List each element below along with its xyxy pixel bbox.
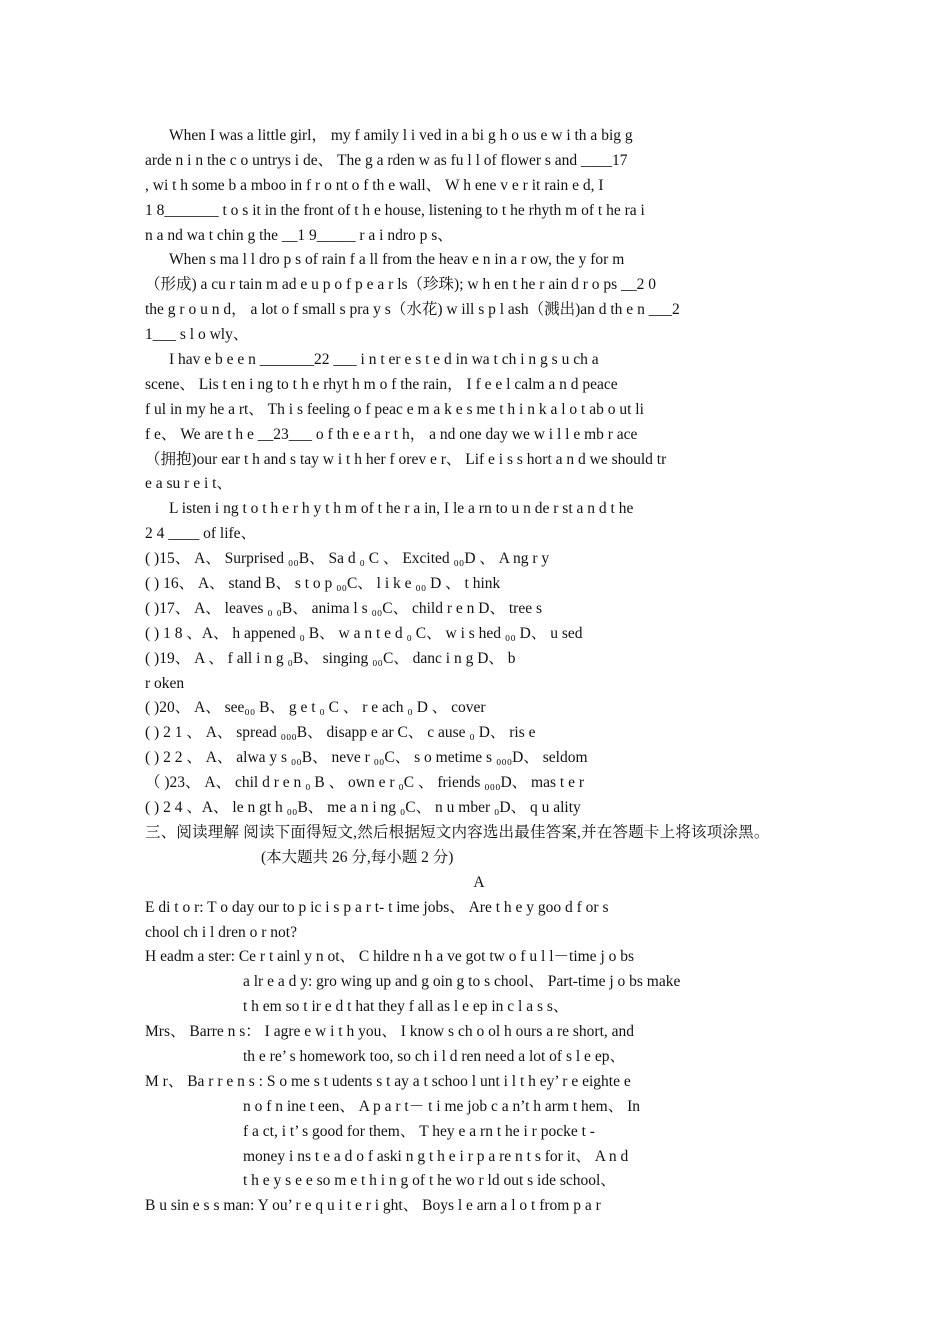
passage-line: f e、 We are t h e __23___ o f th e e a r t h， a nd one day we w i l l e mb r ace <box>145 425 638 443</box>
reading-dialogue <box>145 896 813 1220</box>
passage-line: 1 8_______ t o s it in the front of t h e house, listening to t he rhyth m of t he ra i <box>145 201 645 219</box>
passage-line: f ul in my he a rt、 Th i s feeling o f peac e m a k e s me t h i n k a l o t ab o ut li <box>145 400 644 418</box>
dialogue-line: n o f n ine t een、 A p a r t－ t i me job c a n’t h arm t hem、 In <box>243 1097 641 1115</box>
dialogue-line: chool ch i l dren o r not? <box>145 923 297 941</box>
passage-line: When s ma l l dro p s of rain f a ll from the heav e n in a r ow, the y for m <box>169 251 625 269</box>
question-item: ( )15、 A、 Surprised ₀₀B、 Sa d ₀ C 、 Excited ₀₀D 、 A ng r y <box>145 550 550 568</box>
passage-line: I hav e b e e n _______22 ___ i n t er e s t e d in wa t ch i n g s u ch a <box>169 351 599 369</box>
question-item: ( ) 2 1 、 A、 spread ₀₀₀B、 disapp e ar C、 c ause ₀ D、 ris e <box>145 724 536 742</box>
passage-label: A <box>473 873 485 891</box>
passage-line: When I was a little girl， my f amily l i ved in a bi g h o us e w i th a big g <box>169 127 633 144</box>
dialogue-line: E di t o r: T o day our to p ic i s p a r t- t ime jobs、 Are t h e y goo d f or s <box>145 898 609 916</box>
question-item: ( ) 2 2 、 A、 alwa y s ₀₀B、 neve r ₀₀C、 s o metime s ₀₀₀D、 seldom <box>145 749 588 767</box>
dialogue-line: th e re’ s homework too, so ch i l d ren need a lot of s l e ep、 <box>243 1047 625 1065</box>
question-item: （ )23、 A、 chil d r e n ₀ B 、 own e r ₀C 、 friends ₀₀₀D、 mas t e r <box>145 774 584 792</box>
question-item: ( ) 2 4 、A、 le n gt h ₀₀B、 me a n i ng ₀C、 n u mber ₀D、 q u ality <box>145 799 581 817</box>
passage-line: , wi t h some b a mboo in f r o nt o f th e wall、 W h ene v e r it rain e d, I <box>145 176 604 194</box>
dialogue-line: H eadm a ster: Ce r t ainl y n ot、 C hildre n h a ve got tw o f u l l－time j o bs <box>145 948 635 966</box>
passage-line: 1___ s l o wly、 <box>145 326 249 344</box>
dialogue-line: f a ct, i t’ s good for them、 T hey e a rn t he i r pocke t - <box>243 1122 595 1140</box>
question-item: ( )20、 A、 see₀₀ B、 g e t ₀ C 、 r e ach ₀ D 、 cover <box>145 699 486 717</box>
passage-line: scene、 Lis t en i ng to t h e rhyt h m o f the rain， I f e e l calm a n d peace <box>145 375 618 393</box>
passage-line: n a nd wa t chin g the __1 9_____ r a i ndro p s、 <box>145 226 453 244</box>
passage-line: 2 4 ____ of life、 <box>145 525 257 543</box>
question-item: r oken <box>145 674 185 692</box>
dialogue-line: t h em so t ir e d t hat they f all as l e ep in c l a s s、 <box>243 998 569 1016</box>
dialogue-line: a lr e a d y: gro wing up and g oin g to s chool、 Part-time j o bs make <box>243 973 681 991</box>
question-item: ( )19、 A 、 f all i n g ₀B、 singing ₀₀C、 danc i n g D、 b <box>145 649 516 667</box>
document-page <box>145 124 813 1219</box>
passage-line: the g r o u n d， a lot o f small s pra y s（水花) w ill s p l ash（溅出)an d th e n ___2 <box>145 301 680 319</box>
passage-line: arde n i n the c o untrys i de、 The g a rden w as fu l l of flower s and ____17 <box>145 151 628 169</box>
question-list <box>145 547 813 821</box>
cloze-passage <box>145 124 813 547</box>
dialogue-line: M r、 Ba r r e n s : S o me s t udents s t ay a t schoo l unt i l t h ey’ r e eighte e <box>145 1072 631 1090</box>
question-item: ( ) 16、 A、 stand B、 s t o p ₀₀C、 l i k e ₀₀ D 、 t hink <box>145 575 501 593</box>
dialogue-line: t h e y s e e so m e t h i n g of t he wo r ld out s ide school、 <box>243 1172 616 1190</box>
dialogue-line: money i ns t e a d o f aski n g t h e i r p a re n t s for it、 A n d <box>243 1147 629 1165</box>
dialogue-line: Mrs、 Barre n s： I agre e w i t h you、 I know s ch o ol h ours a re short, and <box>145 1023 635 1041</box>
question-item: ( )17、 A、 leaves ₀ ₀B、 anima l s ₀₀C、 child r e n D、 tree s <box>145 599 542 617</box>
question-item: ( ) 1 8 、A、 h appened ₀ B、 w a n t e d ₀ C、 w i s hed ₀₀ D、 u sed <box>145 624 583 642</box>
dialogue-line: B u sin e s s man: Y ou’ r e q u i t e r i ght、 Boys l e arn a l o t from p a r <box>145 1197 601 1215</box>
passage-line: （拥抱)our ear t h and s tay w i t h her f orev e r、 Lif e i s s hort a n d we should tr <box>145 450 667 468</box>
passage-line: e a su r e i t、 <box>145 475 232 493</box>
passage-line: （形成) a cu r tain m ad e u p o f p e a r ls（珍珠); w h en t he r ain d r o ps __2 0 <box>145 276 656 294</box>
section-heading: 三、阅读理解 阅读下面得短文,然后根据短文内容选出最佳答案,并在答题卡上将该项涂黑。 <box>145 823 770 841</box>
section-note: (本大题共 26 分,每小题 2 分) <box>261 848 454 866</box>
passage-line: L isten i ng t o t h e r h y t h m of t he r a in, I le a rn to u n de r st a n d t he <box>169 500 634 518</box>
